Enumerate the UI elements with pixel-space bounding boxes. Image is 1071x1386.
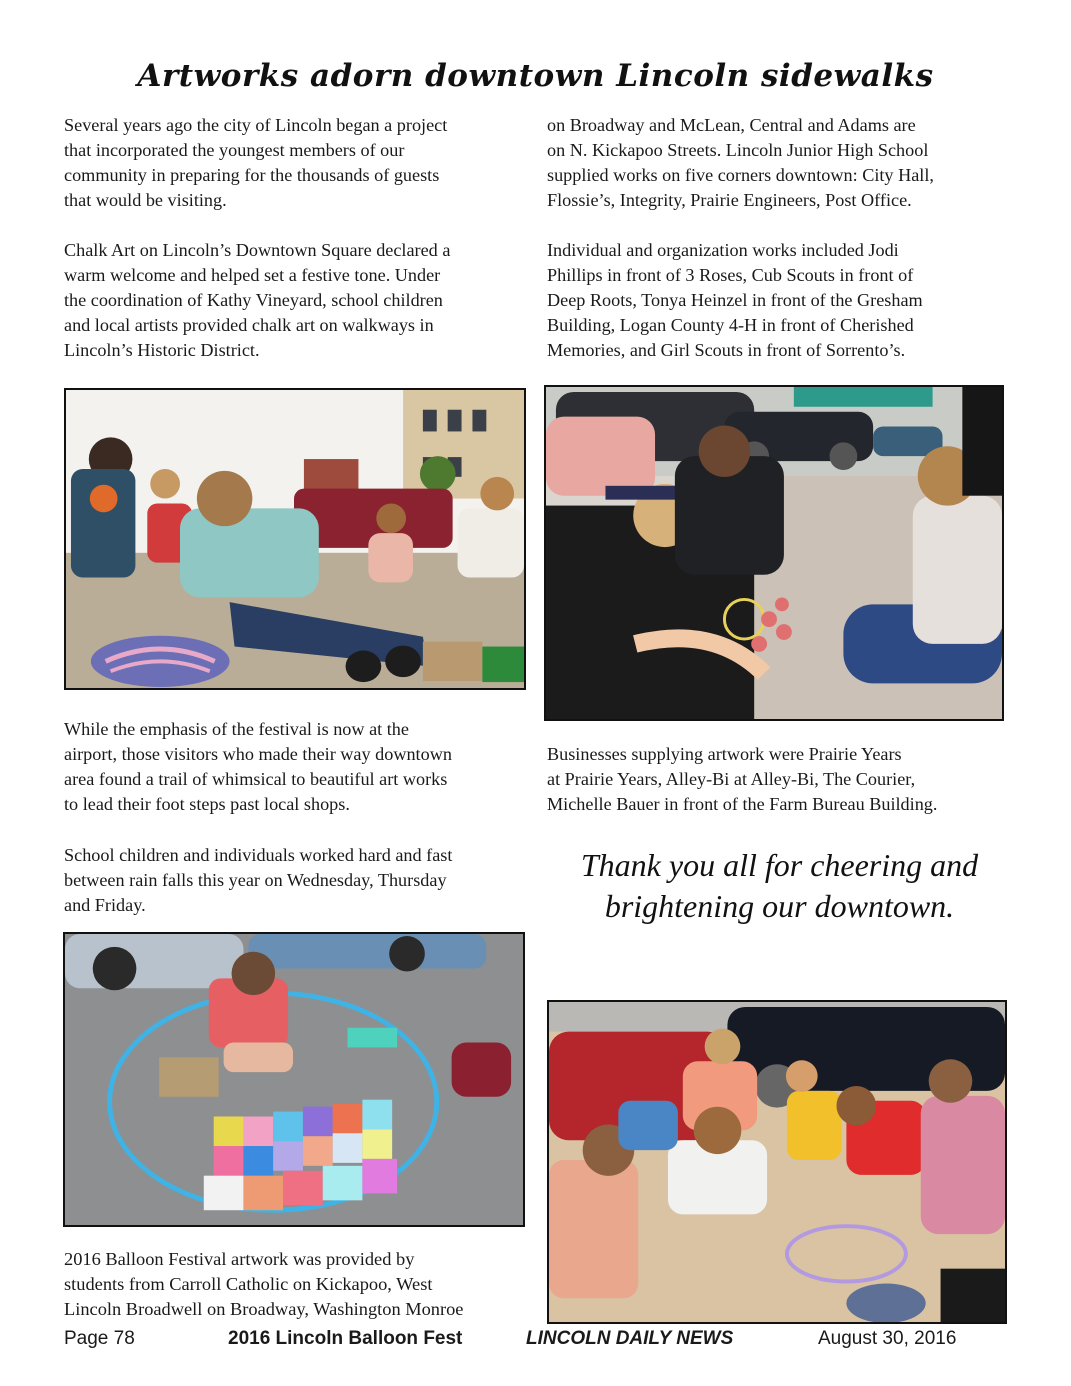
photo-image bbox=[65, 934, 523, 1225]
article-headline: Artworks adorn downtown Lincoln sidewalks bbox=[137, 58, 934, 94]
photo-patchwork-balloon bbox=[63, 932, 525, 1227]
paragraph-chalk-art: Chalk Art on Lincoln’s Downtown Square declared a warm welcome and helped set a festive tone. Under the coordination of Kathy Vineyard, school children and local artists provided chalk art on walkways in Lincoln’s Historic District. bbox=[64, 240, 451, 360]
photo-group-kneeling bbox=[547, 1000, 1007, 1324]
page-number: Page 78 bbox=[64, 1328, 135, 1349]
photo-image bbox=[546, 387, 1002, 719]
photo-image bbox=[549, 1002, 1005, 1322]
photo-students-drawing-balloon bbox=[64, 388, 526, 690]
thank-you-message: Thank you all for cheering and brightening our downtown. bbox=[580, 847, 979, 924]
photo-image bbox=[66, 390, 524, 688]
paragraph-rain-falls: School children and individuals worked hard and fast between rain falls this year on Wednesday, Thursday and Friday. bbox=[64, 845, 453, 915]
newspaper-name: LINCOLN DAILY NEWS bbox=[526, 1328, 734, 1349]
paragraph-festival-emphasis: While the emphasis of the festival is now at the airport, those visitors who made their way downtown area found a trail of whimsical to beautiful art works to lead their foot steps past local shops. bbox=[64, 719, 452, 814]
paragraph-locations: on Broadway and McLean, Central and Adams are on N. Kickapoo Streets. Lincoln Junior High School supplied works on five corners downtown: City Hall, Flossie’s, Integrity, Prairie Engineers, Post Office. bbox=[547, 115, 934, 210]
issue-date: August 30, 2016 bbox=[818, 1328, 957, 1349]
paragraph-balloon-festival-artwork: 2016 Balloon Festival artwork was provided by students from Carroll Catholic on Kickapoo, West Lincoln Broadwell on Broadway, Washington Monroe bbox=[64, 1249, 464, 1319]
paragraph-businesses: Businesses supplying artwork were Prairie Years at Prairie Years, Alley-Bi at Alley-Bi, The Courier, Michelle Bauer in front of the Farm Bureau Building. bbox=[547, 744, 938, 814]
paragraph-individual-works: Individual and organization works included Jodi Phillips in front of 3 Roses, Cub Scouts in front of Deep Roots, Tonya Heinzel in front of the Gresham Building, Logan County 4-H in front of Cherished Memories, and Girl Scouts in front of Sorrento’s. bbox=[547, 240, 923, 360]
page-footer bbox=[64, 1328, 979, 1356]
paragraph-intro: Several years ago the city of Lincoln began a project that incorporated the youngest members of our community in preparing for the thousands of guests that would be visiting. bbox=[64, 115, 448, 210]
publication-title: 2016 Lincoln Balloon Fest bbox=[228, 1328, 463, 1349]
photo-women-drawing-flower bbox=[544, 385, 1004, 721]
